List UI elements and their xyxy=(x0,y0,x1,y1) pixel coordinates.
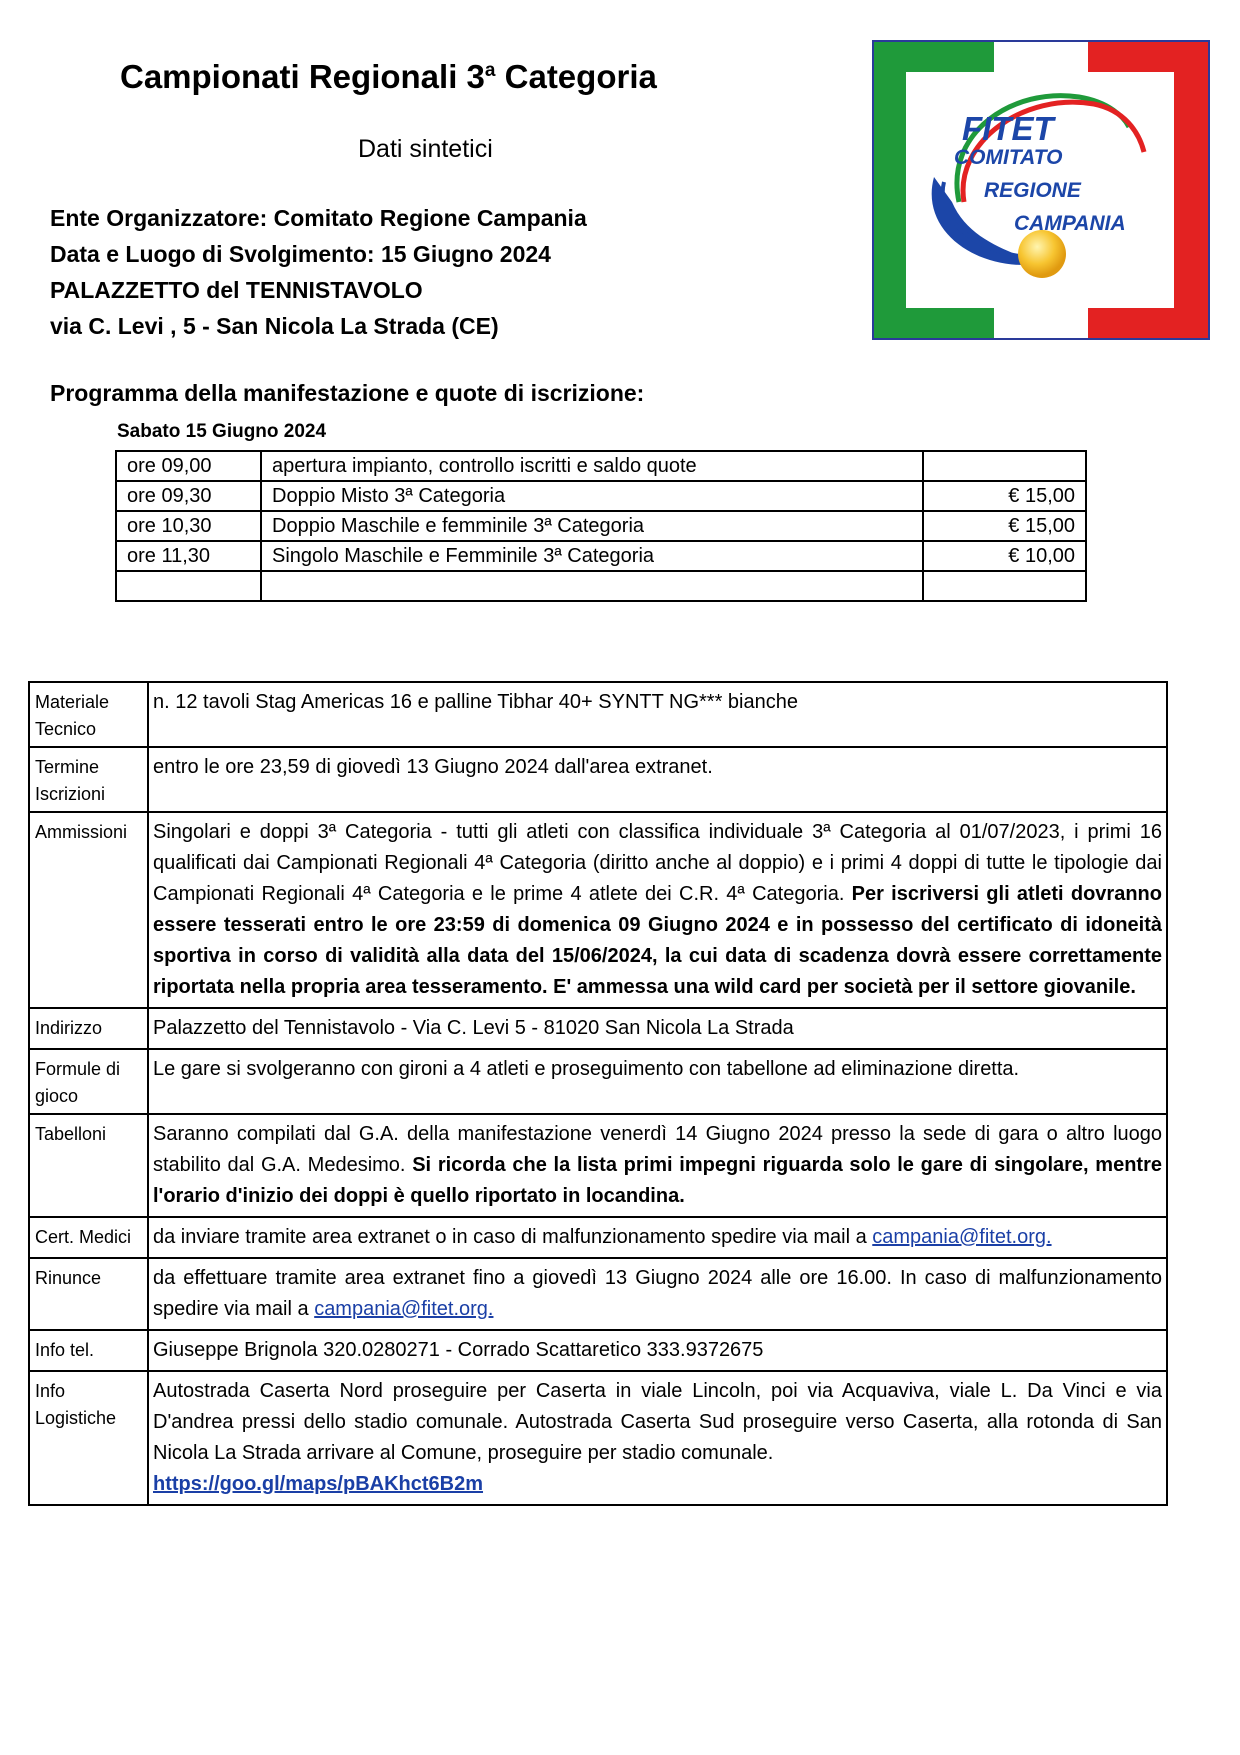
logo-graphic xyxy=(874,42,1208,338)
logo-campania: CAMPANIA xyxy=(1014,212,1126,235)
label-cert: Cert. Medici xyxy=(29,1217,148,1258)
table-row xyxy=(29,1371,1167,1505)
label-logistiche: Info Logistiche xyxy=(29,1371,148,1505)
flag-red-shape xyxy=(1088,42,1208,338)
programma-heading: Programma della manifestazione e quote di iscrizione: xyxy=(50,380,645,406)
value-formule: Le gare si svolgeranno con gironi a 4 atleti e proseguimento con tabellone ad eliminazione diretta. xyxy=(148,1049,1167,1114)
label-formule: Formule di gioco xyxy=(29,1049,148,1114)
venue-name: PALAZZETTO del TENNISTAVOLO xyxy=(50,277,423,303)
value-ammissioni: Singolari e doppi 3ª Categoria - tutti gli atleti con classifica individuale 3ª Categoria al 01/07/2023, i primi 16 qualificati dai Campionati Regionali 4ª Categoria (diritto anche al doppio) e i primi 4 doppi di tutte le tipologie dai Campionati Regionali 4ª Categoria e le prime 4 atlete dei C.R. 4ª Categoria. Per iscriversi gli atleti dovranno essere tesserati entro le ore 23:59 di domenica 09 Giugno 2024 e in possesso del certificato di idoneità sportiva in corso di validità alla data del 15/06/2024, la cui data di scadenza dovrà essere correttamente riportata nella propria area tesseramento. E' ammessa una wild card per società per il settore giovanile. xyxy=(148,812,1167,1008)
table-row xyxy=(29,682,1167,747)
event-cell: Doppio Maschile e femminile 3ª Categoria xyxy=(261,511,923,541)
time-cell xyxy=(116,571,261,601)
time-cell: ore 09,30 xyxy=(116,481,261,511)
value-logistiche: Autostrada Caserta Nord proseguire per Caserta in viale Lincoln, poi via Acquaviva, viale L. Da Vinci e via D'andrea pressi dello stadio comunale. Autostrada Caserta Sud proseguire verso Caserta, alla rotonda di San Nicola La Strada arrivare al Comune, proseguire per stadio comunale. https://goo.gl/maps/pBAKhct6B2m xyxy=(148,1371,1167,1505)
table-row xyxy=(116,451,1086,481)
value-cert: da inviare tramite area extranet o in caso di malfunzionamento spedire via mail a campania@fitet.org. xyxy=(148,1217,1167,1258)
table-row xyxy=(116,571,1086,601)
time-cell: ore 09,00 xyxy=(116,451,261,481)
value-info-tel: Giuseppe Brignola 320.0280271 - Corrado Scattaretico 333.9372675 xyxy=(148,1330,1167,1371)
fee-cell: € 10,00 xyxy=(923,541,1086,571)
email-link[interactable]: campania@fitet.org. xyxy=(872,1226,1052,1248)
ball-icon xyxy=(1018,230,1066,278)
fee-cell: € 15,00 xyxy=(923,481,1086,511)
label-tabelloni: Tabelloni xyxy=(29,1114,148,1217)
event-cell xyxy=(261,571,923,601)
value-indirizzo: Palazzetto del Tennistavolo - Via C. Levi 5 - 81020 San Nicola La Strada xyxy=(148,1008,1167,1049)
table-row xyxy=(29,1049,1167,1114)
fee-cell xyxy=(923,571,1086,601)
table-row xyxy=(29,1330,1167,1371)
value-materiale: n. 12 tavoli Stag Americas 16 e palline Tibhar 40+ SYNTT NG*** bianche xyxy=(148,682,1167,747)
event-cell: Singolo Maschile e Femminile 3ª Categoria xyxy=(261,541,923,571)
event-cell: Doppio Misto 3ª Categoria xyxy=(261,481,923,511)
table-row xyxy=(29,1217,1167,1258)
value-rinunce: da effettuare tramite area extranet fino a giovedì 13 Giugno 2024 alle ore 16.00. In caso di malfunzionamento spedire via mail a campania@fitet.org. xyxy=(148,1258,1167,1330)
email-link[interactable]: campania@fitet.org. xyxy=(314,1298,494,1320)
schedule-day: Sabato 15 Giugno 2024 xyxy=(117,421,327,442)
date-place: Data e Luogo di Svolgimento: 15 Giugno 2024 xyxy=(50,241,551,267)
details-table xyxy=(28,681,1168,1506)
table-row xyxy=(116,481,1086,511)
table-row xyxy=(116,541,1086,571)
table-row xyxy=(29,1114,1167,1217)
schedule-table xyxy=(115,450,1087,602)
time-cell: ore 10,30 xyxy=(116,511,261,541)
venue-address: via C. Levi , 5 - San Nicola La Strada (CE) xyxy=(50,313,499,339)
label-termine: Termine Iscrizioni xyxy=(29,747,148,812)
logo-regione: REGIONE xyxy=(984,179,1081,202)
value-termine: entro le ore 23,59 di giovedì 13 Giugno 2024 dall'area extranet. xyxy=(148,747,1167,812)
event-info xyxy=(50,200,587,344)
value-tabelloni: Saranno compilati dal G.A. della manifestazione venerdì 14 Giugno 2024 presso la sede di gara o altro luogo stabilito dal G.A. Medesimo. Si ricorda che la lista primi impegni riguarda solo le gare di singolare, mentre l'orario d'inizio dei doppi è quello riportato in locandina. xyxy=(148,1114,1167,1217)
organizer: Ente Organizzatore: Comitato Regione Campania xyxy=(50,205,587,231)
fitet-logo xyxy=(872,40,1210,340)
map-link[interactable]: https://goo.gl/maps/pBAKhct6B2m xyxy=(153,1473,484,1495)
table-row xyxy=(29,1258,1167,1330)
page-subtitle: Dati sintetici xyxy=(358,135,493,163)
logo-comitato: COMITATO xyxy=(954,146,1063,169)
label-ammissioni: Ammissioni xyxy=(29,812,148,1008)
table-row xyxy=(29,1008,1167,1049)
table-row xyxy=(29,747,1167,812)
label-rinunce: Rinunce xyxy=(29,1258,148,1330)
fee-cell xyxy=(923,451,1086,481)
time-cell: ore 11,30 xyxy=(116,541,261,571)
page-title: Campionati Regionali 3$^a$ Categoria xyxy=(120,58,657,95)
label-indirizzo: Indirizzo xyxy=(29,1008,148,1049)
table-row xyxy=(116,511,1086,541)
label-materiale: Materiale Tecnico xyxy=(29,682,148,747)
fee-cell: € 15,00 xyxy=(923,511,1086,541)
logo-fitet: FITET xyxy=(962,110,1054,147)
table-row xyxy=(29,812,1167,1008)
label-info-tel: Info tel. xyxy=(29,1330,148,1371)
event-cell: apertura impianto, controllo iscritti e saldo quote xyxy=(261,451,923,481)
